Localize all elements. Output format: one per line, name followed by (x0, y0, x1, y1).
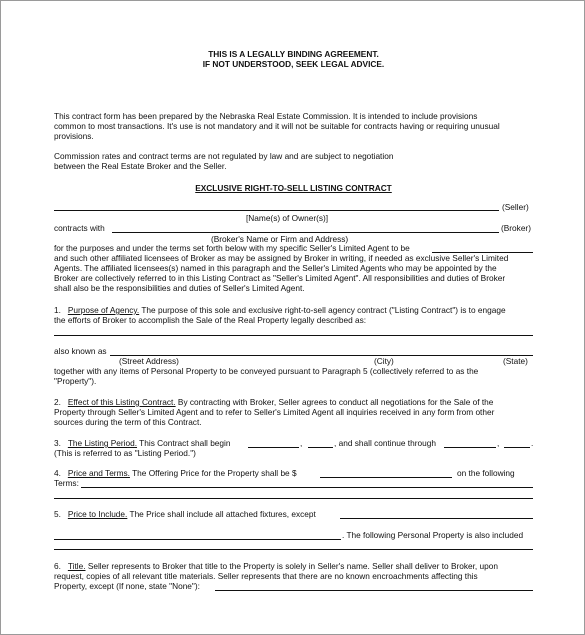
terms-label: Terms: (54, 478, 79, 488)
comma-1: , (300, 438, 303, 448)
broker-name-line[interactable] (112, 232, 499, 233)
intro-p1-line-3: provisions. (54, 131, 94, 141)
contracts-with-label: contracts with (54, 223, 105, 233)
terms-line-2[interactable] (54, 498, 533, 499)
section-4-heading: Price and Terms. (67, 468, 130, 478)
section-4: 4. Price and Terms. The Offering Price for the Property shall be $ (54, 468, 297, 478)
section-6: 6. Title. Seller represents to Broker that title to the Property is solely in Seller's name. Seller shall deliver to Broker, upon (54, 561, 498, 571)
intro-p2-line-1: Commission rates and contract terms are not regulated by law and are subject to negotiation (54, 151, 394, 161)
intro-p1-line-1: This contract form has been prepared by the Nebraska Real Estate Commission. It is intended to include provisions (54, 111, 478, 121)
intro-p2-line-2: between the Real Estate Broker and the Seller. (54, 161, 227, 171)
personal-property-line[interactable] (54, 549, 533, 550)
section-1-heading: Purpose of Agency. (67, 305, 140, 315)
section-2-line-2: Property through Seller's Limited Agent and to refer to Seller's Limited Agent all inquiries received in any form from other (54, 407, 495, 417)
owner-caption: [Name(s) of Owner(s)] (246, 213, 329, 223)
parties-line-1: for the purposes and under the terms set forth below with my specific Seller's Limited Agent to be (54, 243, 410, 253)
street-caption: (Street Address) (119, 356, 179, 366)
fixtures-except-line-2[interactable] (54, 539, 341, 540)
continue-through-text: , and shall continue through (334, 438, 436, 448)
encroachments-line[interactable] (215, 590, 533, 591)
begin-date-line[interactable] (248, 447, 299, 448)
state-caption: (State) (503, 356, 528, 366)
section-3-line-2: (This is referred to as "Listing Period.") (54, 448, 196, 458)
broker-label: (Broker) (501, 223, 531, 233)
legal-description-line-1[interactable] (54, 335, 533, 336)
begin-year-line[interactable] (308, 447, 333, 448)
seller-name-line[interactable] (54, 210, 499, 211)
section-6-line-3: Property, except (If none, state "None"): (54, 581, 200, 591)
comma-2: , (497, 438, 500, 448)
section-1-line-3: together with any items of Personal Property to be conveyed pursuant to Paragraph 5 (collectively referred to as the (54, 366, 479, 376)
legal-notice-line-1: THIS IS A LEGALLY BINDING AGREEMENT. (208, 49, 379, 59)
section-2: 2. Effect of this Listing Contract. By contracting with Broker, Seller agrees to conduct all negotiations for the Sale of the (54, 397, 494, 407)
on-the-following: on the following (457, 468, 515, 478)
contract-title: EXCLUSIVE RIGHT-TO-SELL LISTING CONTRACT (195, 183, 392, 193)
personal-property-text: . The following Personal Property is also included (342, 530, 524, 540)
section-5: 5. Price to Include. The Price shall include all attached fixtures, except (54, 509, 316, 519)
section-3-heading: The Listing Period. (67, 438, 138, 448)
intro-p1-line-2: common to most transactions. It's use is not mandatory and it will not be suitable for contracts having or requiring unusual (54, 121, 500, 131)
parties-line-2: and such other affiliated licensees of Broker as may be assigned by Broker in writing, if needed as exclusive Seller's Limited (54, 253, 509, 263)
section-2-line-3: sources during the term of this Contract. (54, 417, 202, 427)
end-date-line[interactable] (444, 447, 496, 448)
section-6-line-2: request, copies of all relevant title materials. Seller represents that there are no known encroachments affecting this (54, 571, 478, 581)
section-1-line-2: the efforts of Broker to accomplish the Sale of the Real Property legally described as: (54, 315, 367, 325)
seller-label: (Seller) (502, 202, 529, 212)
end-year-line[interactable] (504, 447, 530, 448)
parties-line-4: Broker are collectively referred to in this Listing Contract as "Seller's Limited Agent". All responsibilities and duties of Broker (54, 273, 506, 283)
broker-caption: (Broker's Name or Firm and Address) (211, 234, 349, 244)
terms-line-1[interactable] (81, 487, 533, 488)
period: . (531, 438, 534, 448)
fixtures-except-line[interactable] (340, 518, 533, 519)
section-1: 1. Purpose of Agency. The purpose of this sole and exclusive right-to-sell agency contract ("Listing Contract") is to engage (54, 305, 506, 315)
offering-price-line[interactable] (320, 477, 452, 478)
section-3: 3. The Listing Period. This Contract shall begin (54, 438, 231, 448)
section-2-heading: Effect of this Listing Contract. (67, 397, 176, 407)
parties-line-3: Agents. The affiliated licensees(s) named in this paragraph and the Seller's Limited Agents who may be appointed by the (54, 263, 497, 273)
section-5-heading: Price to Include. (67, 509, 128, 519)
legal-notice-line-2: IF NOT UNDERSTOOD, SEEK LEGAL ADVICE. (202, 59, 385, 69)
city-caption: (City) (374, 356, 394, 366)
parties-line-5: shall also be the responsibilities and duties of Seller's Limited Agent. (54, 283, 305, 293)
also-known-label: also known as (54, 346, 107, 356)
section-1-line-4: "Property"). (54, 376, 97, 386)
section-6-heading: Title. (67, 561, 86, 571)
